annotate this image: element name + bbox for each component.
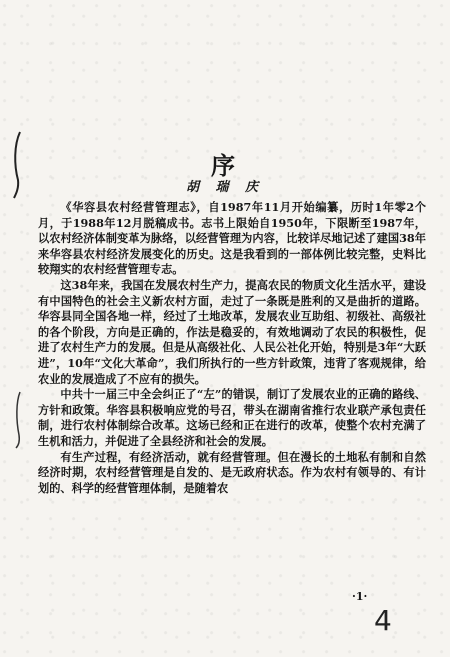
paragraph: 中共十一届三中全会纠正了“左”的错误，制订了发展农业的正确的路线、方针和政策。华容县积极响应党的号召，带头在湖南省推行农业联产承包责任制，进行农村体制综合改革。这场已经和正在进行的改革，使整个农村充满了生机和活力，并促进了全县经济和社会的发展。 [38,387,426,448]
handwritten-number: 4 [374,604,392,637]
paragraph: 这38年来，我国在发展农村生产力，提高农民的物质文化生活水平，建设有中国特色的社会主义新农村方面，走过了一条既是胜利的又是曲折的道路。华容县同全国各地一样，经过了土地改革，发展农业互助组、初级社、高级社的各个阶段，方向是正确的，作法是稳妥的，有效地调动了农民的积极性，促进了农村生产力的发展。但是从高级社化、人民公社化开始，特别是3年“大跃进”，10年“文化大革命”，我们所执行的一些方针政策，违背了客观规律，给农业的发展造成了不应有的损失。 [38,277,426,386]
page-number: ·1· [352,590,368,603]
margin-mark-lower [14,390,24,450]
paragraph: 有生产过程，有经济活动，就有经营管理。但在漫长的土地私有制和自然经济时期，农村经营管理是自发的、是无政府状态。作为农村有领导的、有计划的、科学的经营管理体制，是随着农 [38,449,426,495]
paragraph: 《华容县农村经营管理志》，自1987年11月开始编纂，历时1年零2个月，于1988年12月脱稿成书。志书上限始自1950年，下限断至1987年，以农村经济体制变革为脉络，以经营管理为内容，比较详尽地记述了建国38年来华容县农村经济发展变化的历史。这是我看到的一部体例比较完整，史料比较翔实的农村经营管理专志。 [38,200,426,277]
body-text [38,200,426,496]
author-name: 胡 瑞 庆 [185,180,265,195]
page-title: 序 [211,151,239,180]
